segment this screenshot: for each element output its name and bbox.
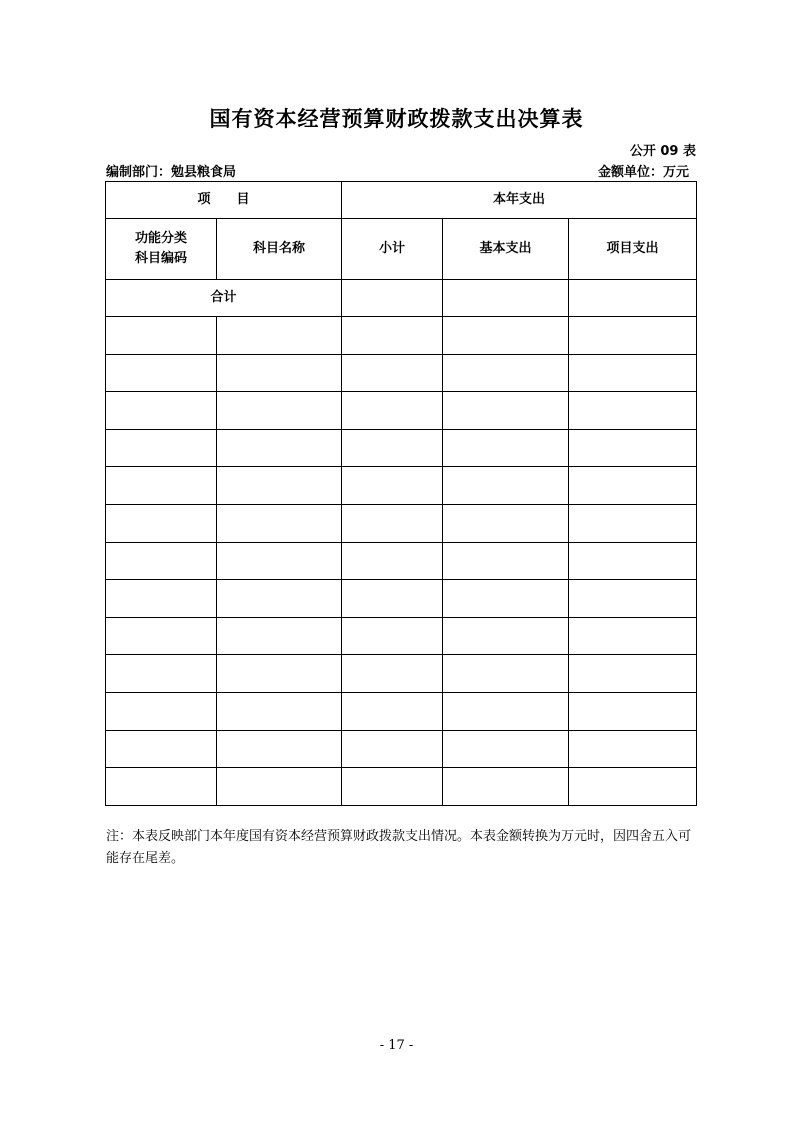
- cell: [106, 392, 217, 430]
- cell: [342, 617, 443, 655]
- header-basic: 基本支出: [443, 219, 569, 280]
- cell: [217, 542, 342, 580]
- cell: [106, 354, 217, 392]
- compiling-department: 编制部门：勉县粮食局: [106, 165, 237, 180]
- cell: [217, 655, 342, 693]
- cell: [217, 317, 342, 355]
- cell: [217, 504, 342, 542]
- cell: [106, 768, 217, 806]
- table-note: 注：本表反映部门本年度国有资本经营预算财政拨款支出情况。本表金额转换为万元时，因四舍五入可能存在尾差。: [106, 829, 692, 866]
- cell: [443, 617, 569, 655]
- cell: [342, 429, 443, 467]
- cell: [217, 692, 342, 730]
- cell: [217, 580, 342, 618]
- cell: [569, 467, 697, 505]
- table-row: [106, 768, 697, 806]
- cell: [443, 467, 569, 505]
- cell: [106, 730, 217, 768]
- cell: [217, 467, 342, 505]
- cell: [569, 354, 697, 392]
- cell: [342, 768, 443, 806]
- table-row: [106, 354, 697, 392]
- header-project: 项目支出: [569, 219, 697, 280]
- cell: [569, 542, 697, 580]
- cell: [106, 467, 217, 505]
- table-row: [106, 580, 697, 618]
- cell: [106, 617, 217, 655]
- cell: [569, 429, 697, 467]
- cell: [569, 768, 697, 806]
- page-title: 国有资本经营预算财政拨款支出决算表: [209, 107, 584, 131]
- cell: [443, 429, 569, 467]
- cell: [443, 354, 569, 392]
- table-row: [106, 730, 697, 768]
- header-row-2: [106, 219, 697, 280]
- form-number: 公开 09 表: [629, 144, 696, 159]
- cell: [342, 354, 443, 392]
- cell: [569, 730, 697, 768]
- header-row-1: [106, 182, 697, 219]
- cell: [569, 504, 697, 542]
- cell: [217, 429, 342, 467]
- cell: [443, 655, 569, 693]
- header-subject-name: 科目名称: [217, 219, 342, 280]
- table-row: [106, 542, 697, 580]
- cell: [106, 317, 217, 355]
- total-row: [106, 280, 697, 317]
- table-row: [106, 504, 697, 542]
- cell: [342, 504, 443, 542]
- cell: [443, 768, 569, 806]
- table-row: [106, 429, 697, 467]
- cell: [106, 429, 217, 467]
- cell: [569, 617, 697, 655]
- total-basic: [443, 280, 569, 317]
- total-label: 合计: [106, 280, 342, 317]
- cell: [106, 655, 217, 693]
- header-func-code: 功能分类 科目编码: [106, 219, 217, 280]
- cell: [569, 392, 697, 430]
- table-row: [106, 692, 697, 730]
- header-item: 项 目: [106, 182, 342, 219]
- cell: [569, 580, 697, 618]
- cell: [342, 730, 443, 768]
- cell: [106, 580, 217, 618]
- cell: [443, 392, 569, 430]
- cell: [106, 542, 217, 580]
- cell: [342, 542, 443, 580]
- cell: [106, 692, 217, 730]
- cell: [217, 354, 342, 392]
- cell: [443, 542, 569, 580]
- header-current-year: 本年支出: [342, 182, 697, 219]
- cell: [443, 504, 569, 542]
- cell: [443, 730, 569, 768]
- cell: [217, 617, 342, 655]
- cell: [217, 730, 342, 768]
- table-row: [106, 467, 697, 505]
- table-row: [106, 655, 697, 693]
- cell: [342, 692, 443, 730]
- cell: [443, 317, 569, 355]
- amount-unit: 金额单位：万元: [597, 165, 689, 180]
- table-row: [106, 617, 697, 655]
- cell: [342, 580, 443, 618]
- cell: [569, 655, 697, 693]
- cell: [342, 655, 443, 693]
- total-subtotal: [342, 280, 443, 317]
- table-row: [106, 317, 697, 355]
- cell: [342, 392, 443, 430]
- cell: [569, 692, 697, 730]
- cell: [443, 692, 569, 730]
- table-row: [106, 392, 697, 430]
- cell: [217, 768, 342, 806]
- expenditure-table: [105, 181, 697, 806]
- cell: [342, 467, 443, 505]
- total-project: [569, 280, 697, 317]
- cell: [106, 504, 217, 542]
- cell: [443, 580, 569, 618]
- cell: [342, 317, 443, 355]
- header-subtotal: 小计: [342, 219, 443, 280]
- cell: [217, 392, 342, 430]
- page-number: - 17 -: [379, 1038, 414, 1053]
- cell: [569, 317, 697, 355]
